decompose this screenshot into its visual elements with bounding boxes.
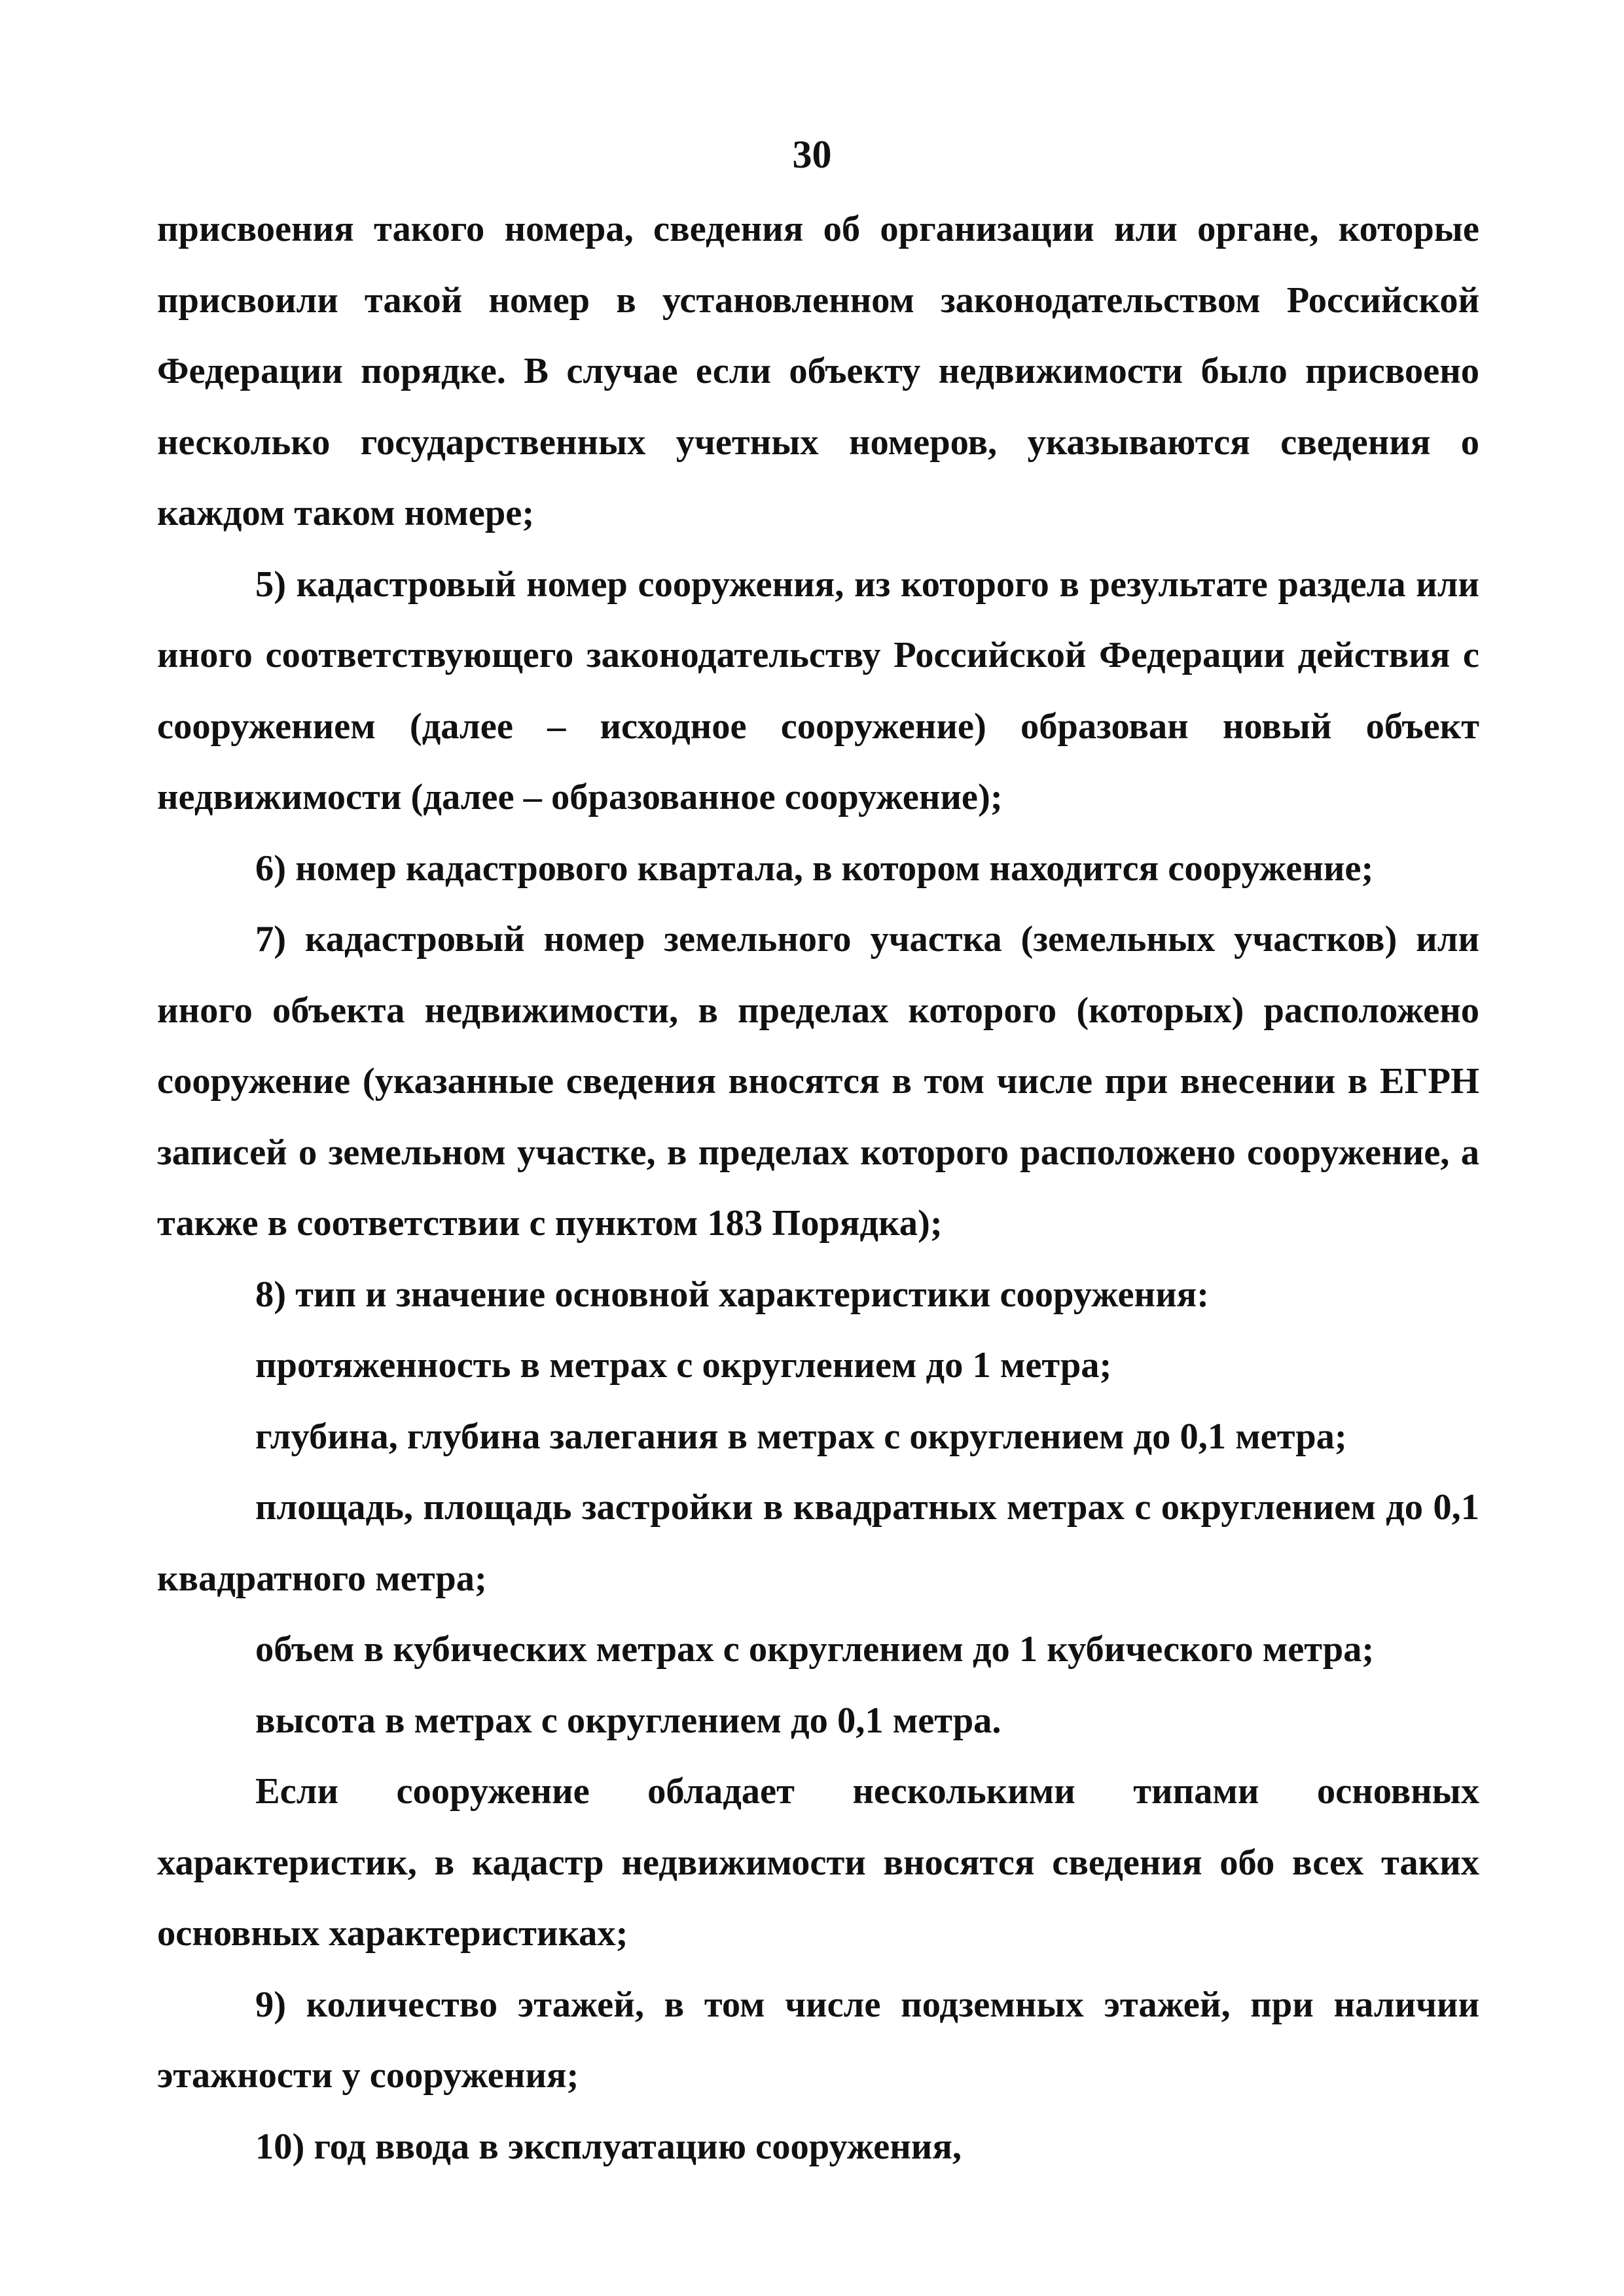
- paragraph-length: протяженность в метрах с округлением до 1 метра;: [255, 1345, 1112, 1386]
- paragraph-depth: глубина, глубина залегания в метрах с округлением до 0,1 метра;: [255, 1416, 1347, 1457]
- paragraph-volume: объем в кубических метрах с округлением до 1 кубического метра;: [255, 1629, 1375, 1670]
- paragraph-area: площадь, площадь застройки в квадратных метрах с округлением до 0,1 квадратного метра;: [157, 1487, 1479, 1599]
- paragraph-item-9: 9) количество этажей, в том числе подземных этажей, при наличии этажности у сооружения;: [157, 1984, 1479, 2096]
- paragraph-item-6: 6) номер кадастрового квартала, в котором находится сооружение;: [255, 848, 1374, 889]
- paragraph-item-5: 5) кадастровый номер сооружения, из которого в результате раздела или иного соответствующего законодательству Российской Федерации действия с сооружением (далее – исходное сооружение) образован новый объект недвижимости (далее – образованное сооружение);: [157, 564, 1479, 817]
- page-number: 30: [792, 133, 832, 176]
- paragraph-height: высота в метрах с округлением до 0,1 метра.: [255, 1700, 1001, 1741]
- paragraph-item-7: 7) кадастровый номер земельного участка (земельных участков) или иного объекта недвижимости, в пределах которого (которых) расположено сооружение (указанные сведения вносятся в том числе при внесении в ЕГРН записей о земельном участке, в пределах которого расположено сооружение, а также в соответствии с пунктом 183 Порядка);: [157, 919, 1479, 1244]
- paragraph-multiple-types: Если сооружение обладает несколькими типами основных характеристик, в кадастр недвижимости вносятся сведения обо всех таких основных характеристиках;: [157, 1771, 1479, 1954]
- paragraph-item-8: 8) тип и значение основной характеристики сооружения:: [255, 1274, 1210, 1315]
- document-body: [157, 194, 1479, 2182]
- paragraph-item-10: 10) год ввода в эксплуатацию сооружения,: [255, 2126, 962, 2167]
- paragraph-continuation: присвоения такого номера, сведения об организации или органе, которые присвоили такой номер в установленном законодательством Российской Федерации порядке. В случае если объекту недвижимости было присвоено несколько государственных учетных номеров, указываются сведения о каждом таком номере;: [157, 209, 1479, 533]
